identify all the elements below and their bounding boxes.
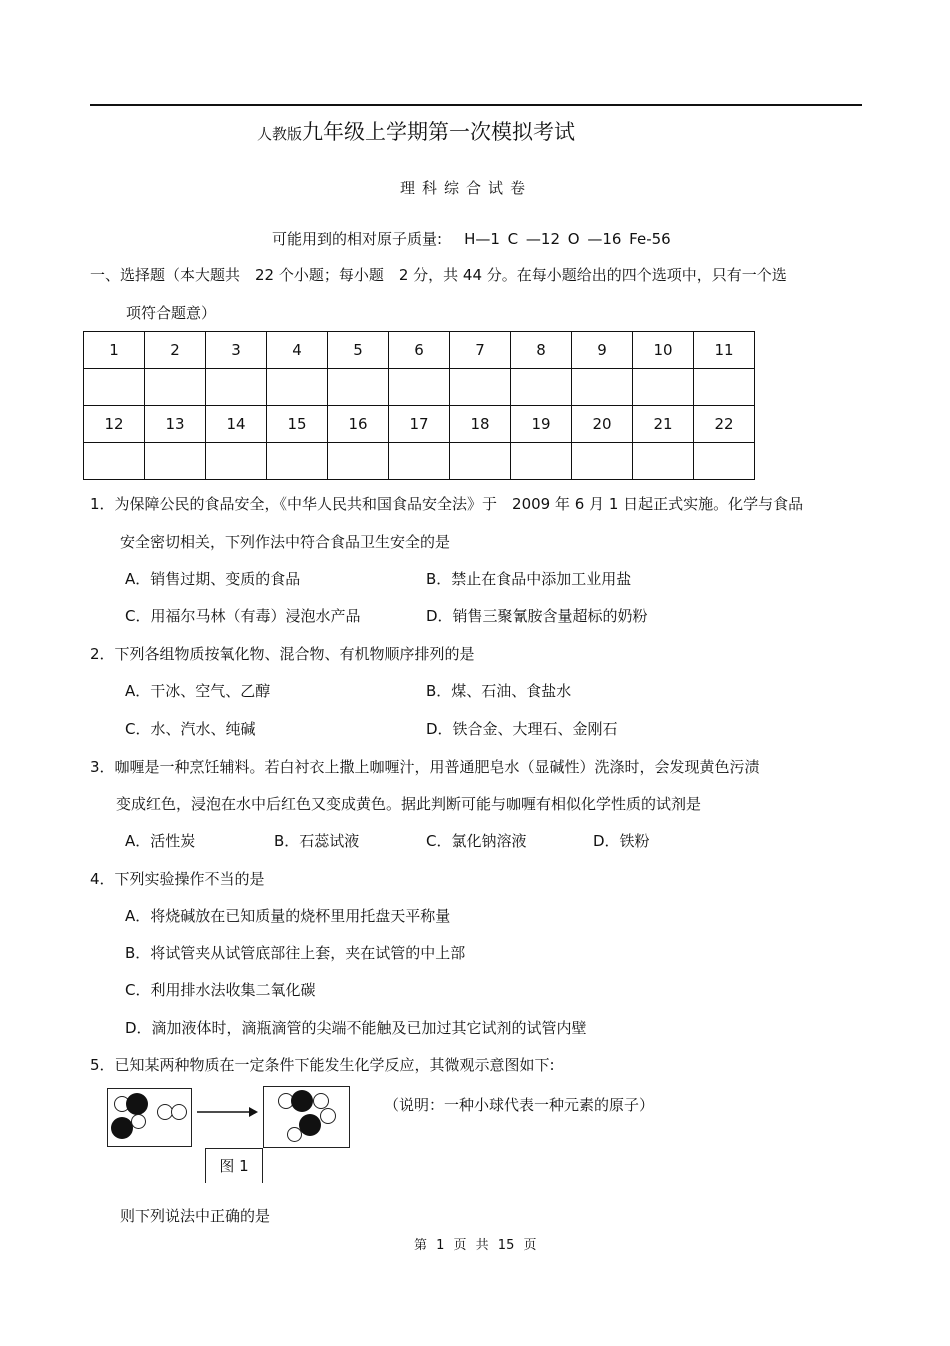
answer-cell-number: 14 xyxy=(206,406,267,443)
answer-cell-blank[interactable] xyxy=(267,443,328,480)
q4-option-b: B．将试管夹从试管底部往上套，夹在试管的中上部 xyxy=(125,944,466,962)
answer-cell-number: 3 xyxy=(206,332,267,369)
answer-cell-blank[interactable] xyxy=(511,369,572,406)
answer-cell-number: 7 xyxy=(450,332,511,369)
answer-cell-number: 12 xyxy=(84,406,145,443)
top-rule xyxy=(90,104,862,106)
answer-cell-blank[interactable] xyxy=(450,443,511,480)
page-footer: 第 1 页 共 15 页 xyxy=(414,1238,537,1253)
answer-cell-blank[interactable] xyxy=(389,369,450,406)
answer-cell-number: 19 xyxy=(511,406,572,443)
answer-cell-blank[interactable] xyxy=(511,443,572,480)
page-subtitle: 理科综合试卷 xyxy=(400,179,533,197)
atom-white xyxy=(131,1114,146,1129)
atomic-mass-label: 可能用到的相对原子质量: xyxy=(272,230,443,248)
answer-cell-number: 18 xyxy=(450,406,511,443)
answer-table xyxy=(83,331,755,480)
answer-cell-number: 15 xyxy=(267,406,328,443)
answer-cell-number: 10 xyxy=(633,332,694,369)
q3-stem-line2: 变成红色，浸泡在水中后红色又变成黄色。据此判断可能与咖喱有相似化学性质的试剂是 xyxy=(116,795,702,813)
answer-cell-blank[interactable] xyxy=(145,369,206,406)
q4-option-d: D．滴加液体时，滴瓶滴管的尖端不能触及已加过其它试剂的试管内壁 xyxy=(125,1019,587,1037)
section1-intro-line1: 一、选择题（本大题共 22 个小题；每小题 2 分，共 44 分。在每小题给出的四个选项中，只有一个选 xyxy=(90,266,787,284)
answer-cell-blank[interactable] xyxy=(84,369,145,406)
answer-cell-number: 1 xyxy=(84,332,145,369)
q1-option-c: C．用福尔马林（有毒）浸泡水产品 xyxy=(125,607,361,625)
answer-table-blank-row xyxy=(84,369,755,406)
q4-stem-line1: 4．下列实验操作不当的是 xyxy=(90,870,265,888)
q5-stem-line1: 5．已知某两种物质在一定条件下能发生化学反应，其微观示意图如下: xyxy=(90,1056,555,1074)
products-box xyxy=(263,1086,350,1148)
atom-black xyxy=(126,1093,148,1115)
answer-cell-blank[interactable] xyxy=(389,443,450,480)
answer-cell-blank[interactable] xyxy=(572,443,633,480)
reaction-arrow-icon xyxy=(197,1104,259,1120)
answer-cell-blank[interactable] xyxy=(206,443,267,480)
q3-option-b: B．石蕊试液 xyxy=(274,832,360,850)
answer-cell-number: 11 xyxy=(694,332,755,369)
answer-cell-blank[interactable] xyxy=(206,369,267,406)
atom-black xyxy=(291,1090,313,1112)
answer-cell-number: 6 xyxy=(389,332,450,369)
answer-cell-blank[interactable] xyxy=(694,369,755,406)
q4-option-c: C．利用排水法收集二氧化碳 xyxy=(125,981,316,999)
answer-cell-blank[interactable] xyxy=(633,369,694,406)
answer-cell-blank[interactable] xyxy=(328,369,389,406)
q4-option-a: A．将烧碱放在已知质量的烧杯里用托盘天平称量 xyxy=(125,907,451,925)
figure-label: 图 1 xyxy=(205,1148,263,1183)
title-main: 九年级上学期第一次模拟考试 xyxy=(302,120,576,144)
answer-table-header-row xyxy=(84,332,755,369)
answer-cell-blank[interactable] xyxy=(84,443,145,480)
q1-option-b: B．禁止在食品中添加工业用盐 xyxy=(426,570,632,588)
answer-cell-number: 5 xyxy=(328,332,389,369)
reactants-box xyxy=(107,1088,192,1147)
q1-option-d: D．销售三聚氰胺含量超标的奶粉 xyxy=(426,607,648,625)
atom-white xyxy=(171,1104,187,1120)
answer-cell-blank[interactable] xyxy=(633,443,694,480)
q5-stem-line2: 则下列说法中正确的是 xyxy=(120,1207,271,1225)
answer-cell-number: 4 xyxy=(267,332,328,369)
title-prefix: 人教版 xyxy=(257,125,303,143)
q2-option-d: D．铁合金、大理石、金刚石 xyxy=(426,720,618,738)
atom-white xyxy=(313,1093,329,1109)
atomic-mass-line xyxy=(272,228,671,249)
atom-black xyxy=(111,1117,133,1139)
q5-diagram-note: （说明：一种小球代表一种元素的原子） xyxy=(384,1096,655,1114)
answer-cell-number: 8 xyxy=(511,332,572,369)
q1-stem-line1: 1．为保障公民的食品安全，《中华人民共和国食品安全法》于 2009 年 6 月 1 日起正式实施。化学与食品 xyxy=(90,495,804,513)
answer-cell-number: 17 xyxy=(389,406,450,443)
q2-stem-line1: 2．下列各组物质按氧化物、混合物、有机物顺序排列的是 xyxy=(90,645,475,663)
atom-white xyxy=(320,1108,336,1124)
answer-cell-blank[interactable] xyxy=(267,369,328,406)
atom-black xyxy=(299,1114,321,1136)
page-title xyxy=(257,116,575,146)
answer-cell-number: 21 xyxy=(633,406,694,443)
q3-option-d: D．铁粉 xyxy=(593,832,650,850)
q2-option-b: B．煤、石油、食盐水 xyxy=(426,682,572,700)
q3-stem-line1: 3．咖喱是一种烹饪辅料。若白衬衣上撒上咖喱汁，用普通肥皂水（显碱性）洗涤时，会发现黄色污渍 xyxy=(90,758,760,776)
q3-option-a: A．活性炭 xyxy=(125,832,196,850)
answer-cell-blank[interactable] xyxy=(328,443,389,480)
q1-option-a: A．销售过期、变质的食品 xyxy=(125,570,301,588)
answer-cell-blank[interactable] xyxy=(450,369,511,406)
answer-cell-number: 16 xyxy=(328,406,389,443)
q2-option-a: A．干冰、空气、乙醇 xyxy=(125,682,271,700)
answer-cell-number: 22 xyxy=(694,406,755,443)
answer-cell-blank[interactable] xyxy=(145,443,206,480)
section1-intro-line2: 项符合题意） xyxy=(126,304,217,322)
q3-option-c: C．氯化钠溶液 xyxy=(426,832,527,850)
answer-cell-number: 13 xyxy=(145,406,206,443)
answer-cell-blank[interactable] xyxy=(572,369,633,406)
atom-white xyxy=(287,1127,302,1142)
atomic-mass-values: H—1 C —12 O —16 Fe-56 xyxy=(464,230,671,248)
q2-option-c: C．水、汽水、纯碱 xyxy=(125,720,256,738)
answer-cell-number: 20 xyxy=(572,406,633,443)
answer-cell-number: 2 xyxy=(145,332,206,369)
q1-stem-line2: 安全密切相关，下列作法中符合食品卫生安全的是 xyxy=(120,533,451,551)
answer-table-blank-row xyxy=(84,443,755,480)
answer-cell-number: 9 xyxy=(572,332,633,369)
answer-cell-blank[interactable] xyxy=(694,443,755,480)
answer-table-header-row xyxy=(84,406,755,443)
